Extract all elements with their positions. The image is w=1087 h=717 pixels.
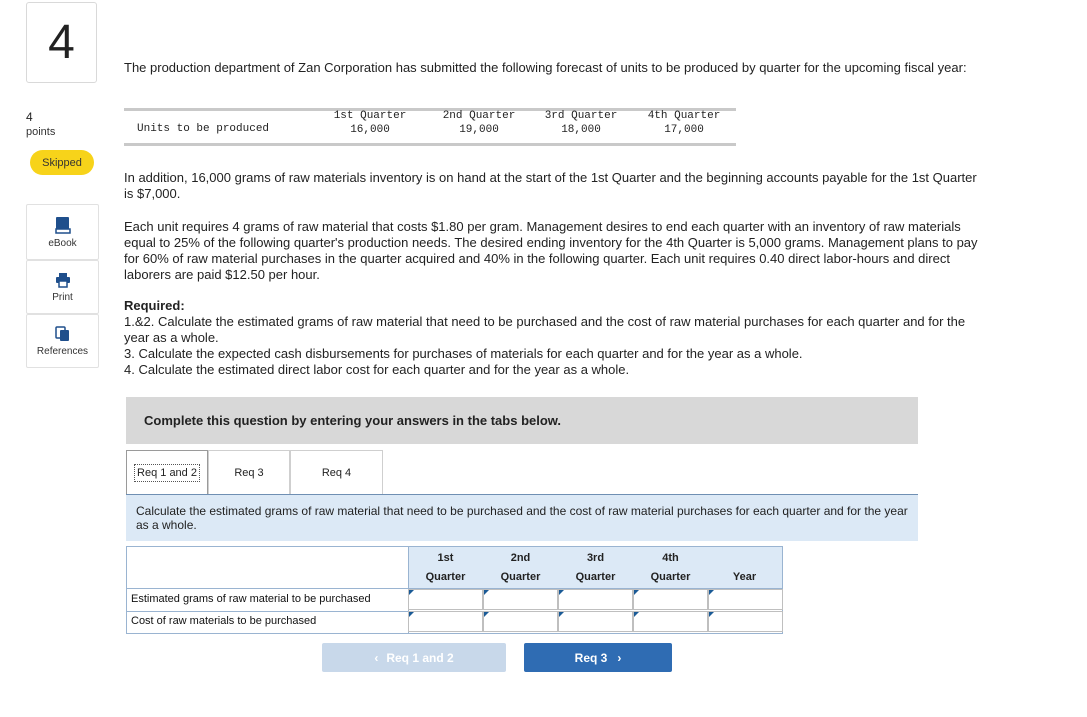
question-number: 4 (26, 2, 97, 83)
header-year (707, 552, 782, 583)
requirements-text: Each unit requires 4 grams of raw material that costs $1.80 per gram. Management desires to end each quarter with an inventory of raw materials equal to 25% of the following quarter's production needs. The desired ending inventory for the 4th Quarter is 5,000 grams. Management plans to pay for 60% of raw material purchases in the quarter acquired and 40% in the following quarter. Each unit requires 0.40 direct labor-hours and direct laborers are paid $12.50 per hour. (124, 219, 978, 282)
tab-req-3[interactable] (208, 450, 290, 495)
forecast-q1-header: 1st Quarter (333, 110, 407, 122)
ebook-label: eBook (48, 237, 77, 249)
input-grams-q2[interactable] (483, 589, 558, 610)
complete-banner: Complete this question by entering your answers in the tabs below. (126, 397, 918, 444)
header-q1 (408, 552, 483, 583)
prev-button[interactable] (322, 643, 506, 672)
header-q2 (483, 552, 558, 583)
header-q4-bottom: Quarter (650, 571, 691, 583)
prev-button-label: Req 1 and 2 (386, 650, 454, 665)
header-q2-top: 2nd (510, 552, 531, 564)
forecast-q1-value: 16,000 (350, 124, 390, 136)
printer-icon (55, 272, 71, 288)
inventory-text: In addition, 16,000 grams of raw materials inventory is on hand at the start of the 1st Quarter and the beginning accounts payable for the 1st Quarter is $7,000. (124, 170, 977, 201)
header-q1-top: 1st (437, 552, 454, 564)
input-grams-q3[interactable] (558, 589, 633, 610)
required-item-3: 4. Calculate the estimated direct labor cost for each quarter and for the year as a whole. (124, 362, 630, 377)
header-q2-bottom: Quarter (500, 571, 541, 583)
next-button[interactable] (524, 643, 672, 672)
required-section (124, 298, 984, 378)
required-item-1: 1.&2. Calculate the estimated grams of raw material that need to be purchased and the cost of raw material purchases for each quarter and for the year as a whole. (124, 314, 966, 345)
forecast-q3-header: 3rd Quarter (544, 110, 618, 122)
header-q4-top: 4th (662, 552, 679, 564)
input-grams-q1[interactable] (408, 589, 483, 610)
tab-req-1-2[interactable] (126, 450, 208, 495)
skipped-badge: Skipped (30, 150, 94, 175)
req-tabs (126, 450, 383, 495)
input-cost-q3[interactable] (558, 611, 633, 632)
chevron-right-icon: › (617, 650, 622, 665)
header-year-top (707, 552, 782, 564)
required-item-2: 3. Calculate the expected cash disbursements for purchases of materials for each quarter and for the year as a whole. (124, 346, 803, 361)
forecast-q2-value: 19,000 (459, 124, 499, 136)
book-icon (55, 216, 71, 234)
forecast-row-label: Units to be produced (137, 123, 270, 135)
forecast-q1 (320, 109, 420, 137)
row-label-grams: Estimated grams of raw material to be purchased (131, 593, 371, 605)
input-cost-q4[interactable] (633, 611, 708, 632)
references-label: References (36, 345, 89, 357)
header-q4 (633, 552, 708, 583)
input-grams-q4[interactable] (633, 589, 708, 610)
points-value: 4 (26, 110, 33, 124)
header-q1-bottom: Quarter (425, 571, 466, 583)
forecast-q4 (634, 109, 734, 137)
print-label: Print (52, 291, 73, 303)
references-button[interactable] (26, 314, 99, 368)
forecast-q4-value: 17,000 (664, 124, 704, 136)
chevron-left-icon: ‹ (374, 650, 379, 665)
tab-req-3-label: Req 3 (234, 467, 264, 479)
row-label-cost: Cost of raw materials to be purchased (131, 615, 317, 627)
header-q3 (558, 552, 633, 583)
tab-req-4-label: Req 4 (321, 467, 352, 479)
required-heading: Required: (124, 298, 185, 313)
forecast-q3 (531, 109, 631, 137)
intro-text: The production department of Zan Corporation has submitted the following forecast of units to be produced by quarter for the upcoming fiscal year: (124, 60, 967, 75)
instruction-text: Calculate the estimated grams of raw material that need to be purchased and the cost of raw material purchases for each quarter and for the year as a whole. (126, 495, 918, 541)
header-q3-bottom: Quarter (575, 571, 616, 583)
forecast-q3-value: 18,000 (561, 124, 601, 136)
points-label: points (26, 126, 56, 138)
input-cost-year[interactable] (708, 611, 783, 632)
forecast-q4-header: 4th Quarter (647, 110, 721, 122)
forecast-bottom-rule (124, 143, 736, 146)
forecast-q2 (429, 109, 529, 137)
input-cost-q1[interactable] (408, 611, 483, 632)
ebook-button[interactable] (26, 204, 99, 260)
copy-icon (55, 326, 71, 342)
tab-req-1-2-label: Req 1 and 2 (137, 467, 197, 479)
header-q3-top: 3rd (586, 552, 605, 564)
input-grams-year[interactable] (708, 589, 783, 610)
forecast-q2-header: 2nd Quarter (442, 110, 516, 122)
input-cost-q2[interactable] (483, 611, 558, 632)
header-year-bottom: Year (732, 571, 757, 583)
print-button[interactable] (26, 260, 99, 314)
next-button-label: Req 3 (574, 650, 608, 665)
tab-req-4[interactable] (290, 450, 383, 495)
